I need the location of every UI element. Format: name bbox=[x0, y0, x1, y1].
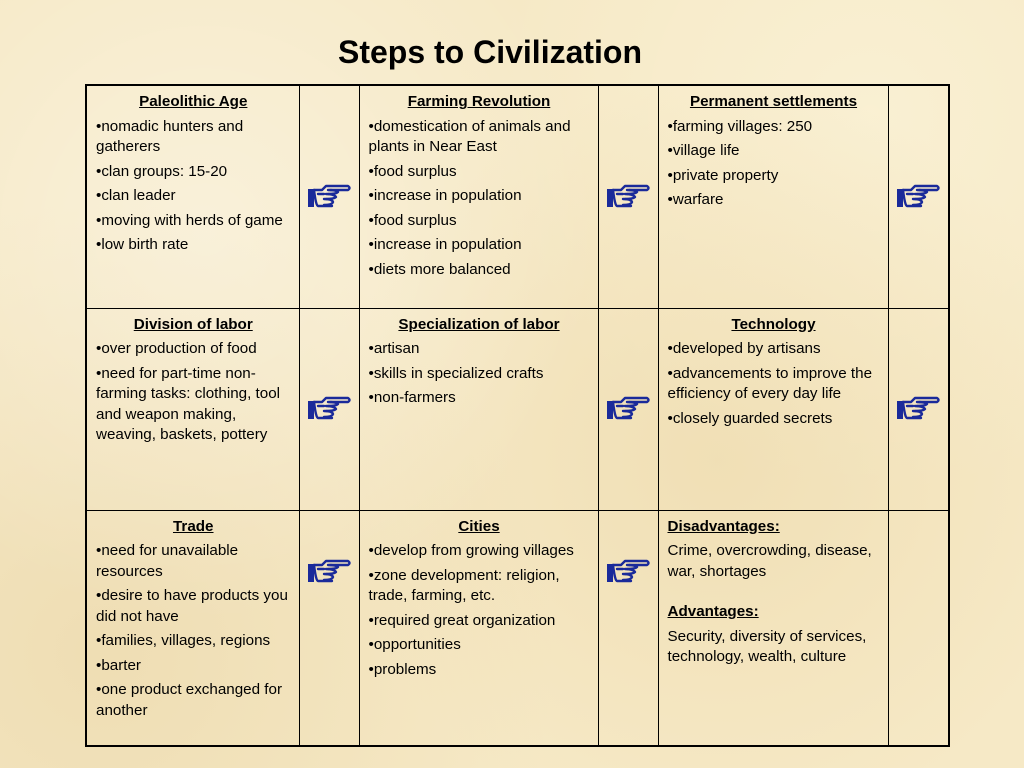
list-item: •nomadic hunters and gatherers bbox=[96, 117, 244, 155]
cell-heading: Farming Revolution bbox=[407, 93, 551, 110]
arrow-cell bbox=[598, 510, 658, 746]
list-item: •low birth rate bbox=[96, 236, 189, 253]
cell-specialization-of-labor bbox=[359, 308, 598, 510]
pointing-hand-icon bbox=[895, 390, 941, 422]
arrow-cell bbox=[299, 308, 359, 510]
list-item: •village life bbox=[667, 142, 740, 159]
arrow-cell bbox=[888, 85, 949, 308]
list-item: •skills in specialized crafts bbox=[368, 364, 544, 382]
list-item: •need for unavailable resources bbox=[96, 542, 239, 580]
disadvantages-heading: Disadvantages: bbox=[667, 517, 780, 535]
list-item: •problems bbox=[368, 660, 437, 678]
cell-cities bbox=[359, 510, 598, 746]
cell-farming-revolution bbox=[359, 85, 598, 308]
pointing-hand-icon bbox=[605, 390, 651, 422]
cell-heading: Division of labor bbox=[133, 315, 253, 333]
cell-division-of-labor bbox=[86, 308, 299, 510]
page-title: Steps to Civilization bbox=[337, 34, 643, 70]
list-item: •one product exchanged for another bbox=[96, 681, 283, 719]
list-item: •desire to have products you did not have bbox=[96, 587, 288, 625]
list-item: •families, villages, regions bbox=[96, 632, 271, 649]
pointing-hand-icon bbox=[895, 178, 941, 210]
list-item: •need for part-time non-farming tasks: clothing, tool and weapon making, weaving, baskets, pottery bbox=[96, 364, 281, 443]
arrow-cell bbox=[299, 85, 359, 308]
pointing-hand-icon bbox=[605, 553, 651, 585]
cell-disadvantages-advantages bbox=[658, 510, 888, 746]
list-item: •closely guarded secrets bbox=[667, 409, 833, 427]
empty-cell bbox=[888, 510, 949, 746]
list-item: •required great organization bbox=[368, 611, 556, 629]
list-item: •clan groups: 15-20 bbox=[96, 162, 228, 180]
cell-heading: Trade bbox=[172, 517, 214, 535]
list-item: •develop from growing villages bbox=[368, 542, 574, 559]
cell-heading: Technology bbox=[731, 315, 816, 333]
table-row bbox=[86, 308, 949, 510]
arrow-cell bbox=[888, 308, 949, 510]
pointing-hand-icon bbox=[306, 553, 352, 585]
disadvantages-text: Crime, overcrowding, disease, war, shortages bbox=[667, 542, 872, 580]
pointing-hand-icon bbox=[306, 390, 352, 422]
list-item: •advancements to improve the efficiency of every day life bbox=[667, 364, 873, 402]
advantages-heading: Advantages: bbox=[667, 603, 759, 620]
table-row bbox=[86, 85, 949, 308]
table-row bbox=[86, 510, 949, 746]
cell-heading: Permanent settlements bbox=[689, 93, 858, 110]
list-item: •artisan bbox=[368, 340, 420, 357]
list-item: •food surplus bbox=[368, 211, 457, 229]
arrow-cell bbox=[299, 510, 359, 746]
cell-paleolithic-age bbox=[86, 85, 299, 308]
list-item: •barter bbox=[96, 656, 141, 674]
cell-trade bbox=[86, 510, 299, 746]
arrow-cell bbox=[598, 308, 658, 510]
list-item: •non-farmers bbox=[368, 389, 456, 406]
cell-heading: Paleolithic Age bbox=[139, 93, 248, 110]
list-item: •moving with herds of game bbox=[96, 211, 283, 229]
list-item: •food surplus bbox=[368, 162, 457, 180]
list-item: •developed by artisans bbox=[667, 340, 821, 357]
list-item: •increase in population bbox=[368, 236, 522, 253]
cell-heading: Specialization of labor bbox=[398, 315, 560, 333]
list-item: •farming villages: 250 bbox=[667, 117, 813, 135]
pointing-hand-icon bbox=[605, 178, 651, 210]
advantages-text: Security, diversity of services, technology, wealth, culture bbox=[667, 627, 867, 665]
list-item: •diets more balanced bbox=[368, 260, 511, 278]
cell-heading: Cities bbox=[458, 517, 500, 535]
arrow-cell bbox=[598, 85, 658, 308]
list-item: •zone development: religion, trade, farming, etc. bbox=[368, 566, 560, 604]
list-item: •increase in population bbox=[368, 187, 522, 204]
list-item: •warfare bbox=[667, 191, 724, 208]
cell-technology bbox=[658, 308, 888, 510]
list-item: •over production of food bbox=[96, 340, 257, 357]
list-item: •private property bbox=[667, 166, 779, 184]
list-item: •clan leader bbox=[96, 187, 176, 204]
civilization-table bbox=[85, 84, 950, 747]
list-item: •opportunities bbox=[368, 636, 461, 653]
list-item: •domestication of animals and plants in Near East bbox=[368, 117, 571, 155]
pointing-hand-icon bbox=[306, 178, 352, 210]
cell-permanent-settlements bbox=[658, 85, 888, 308]
